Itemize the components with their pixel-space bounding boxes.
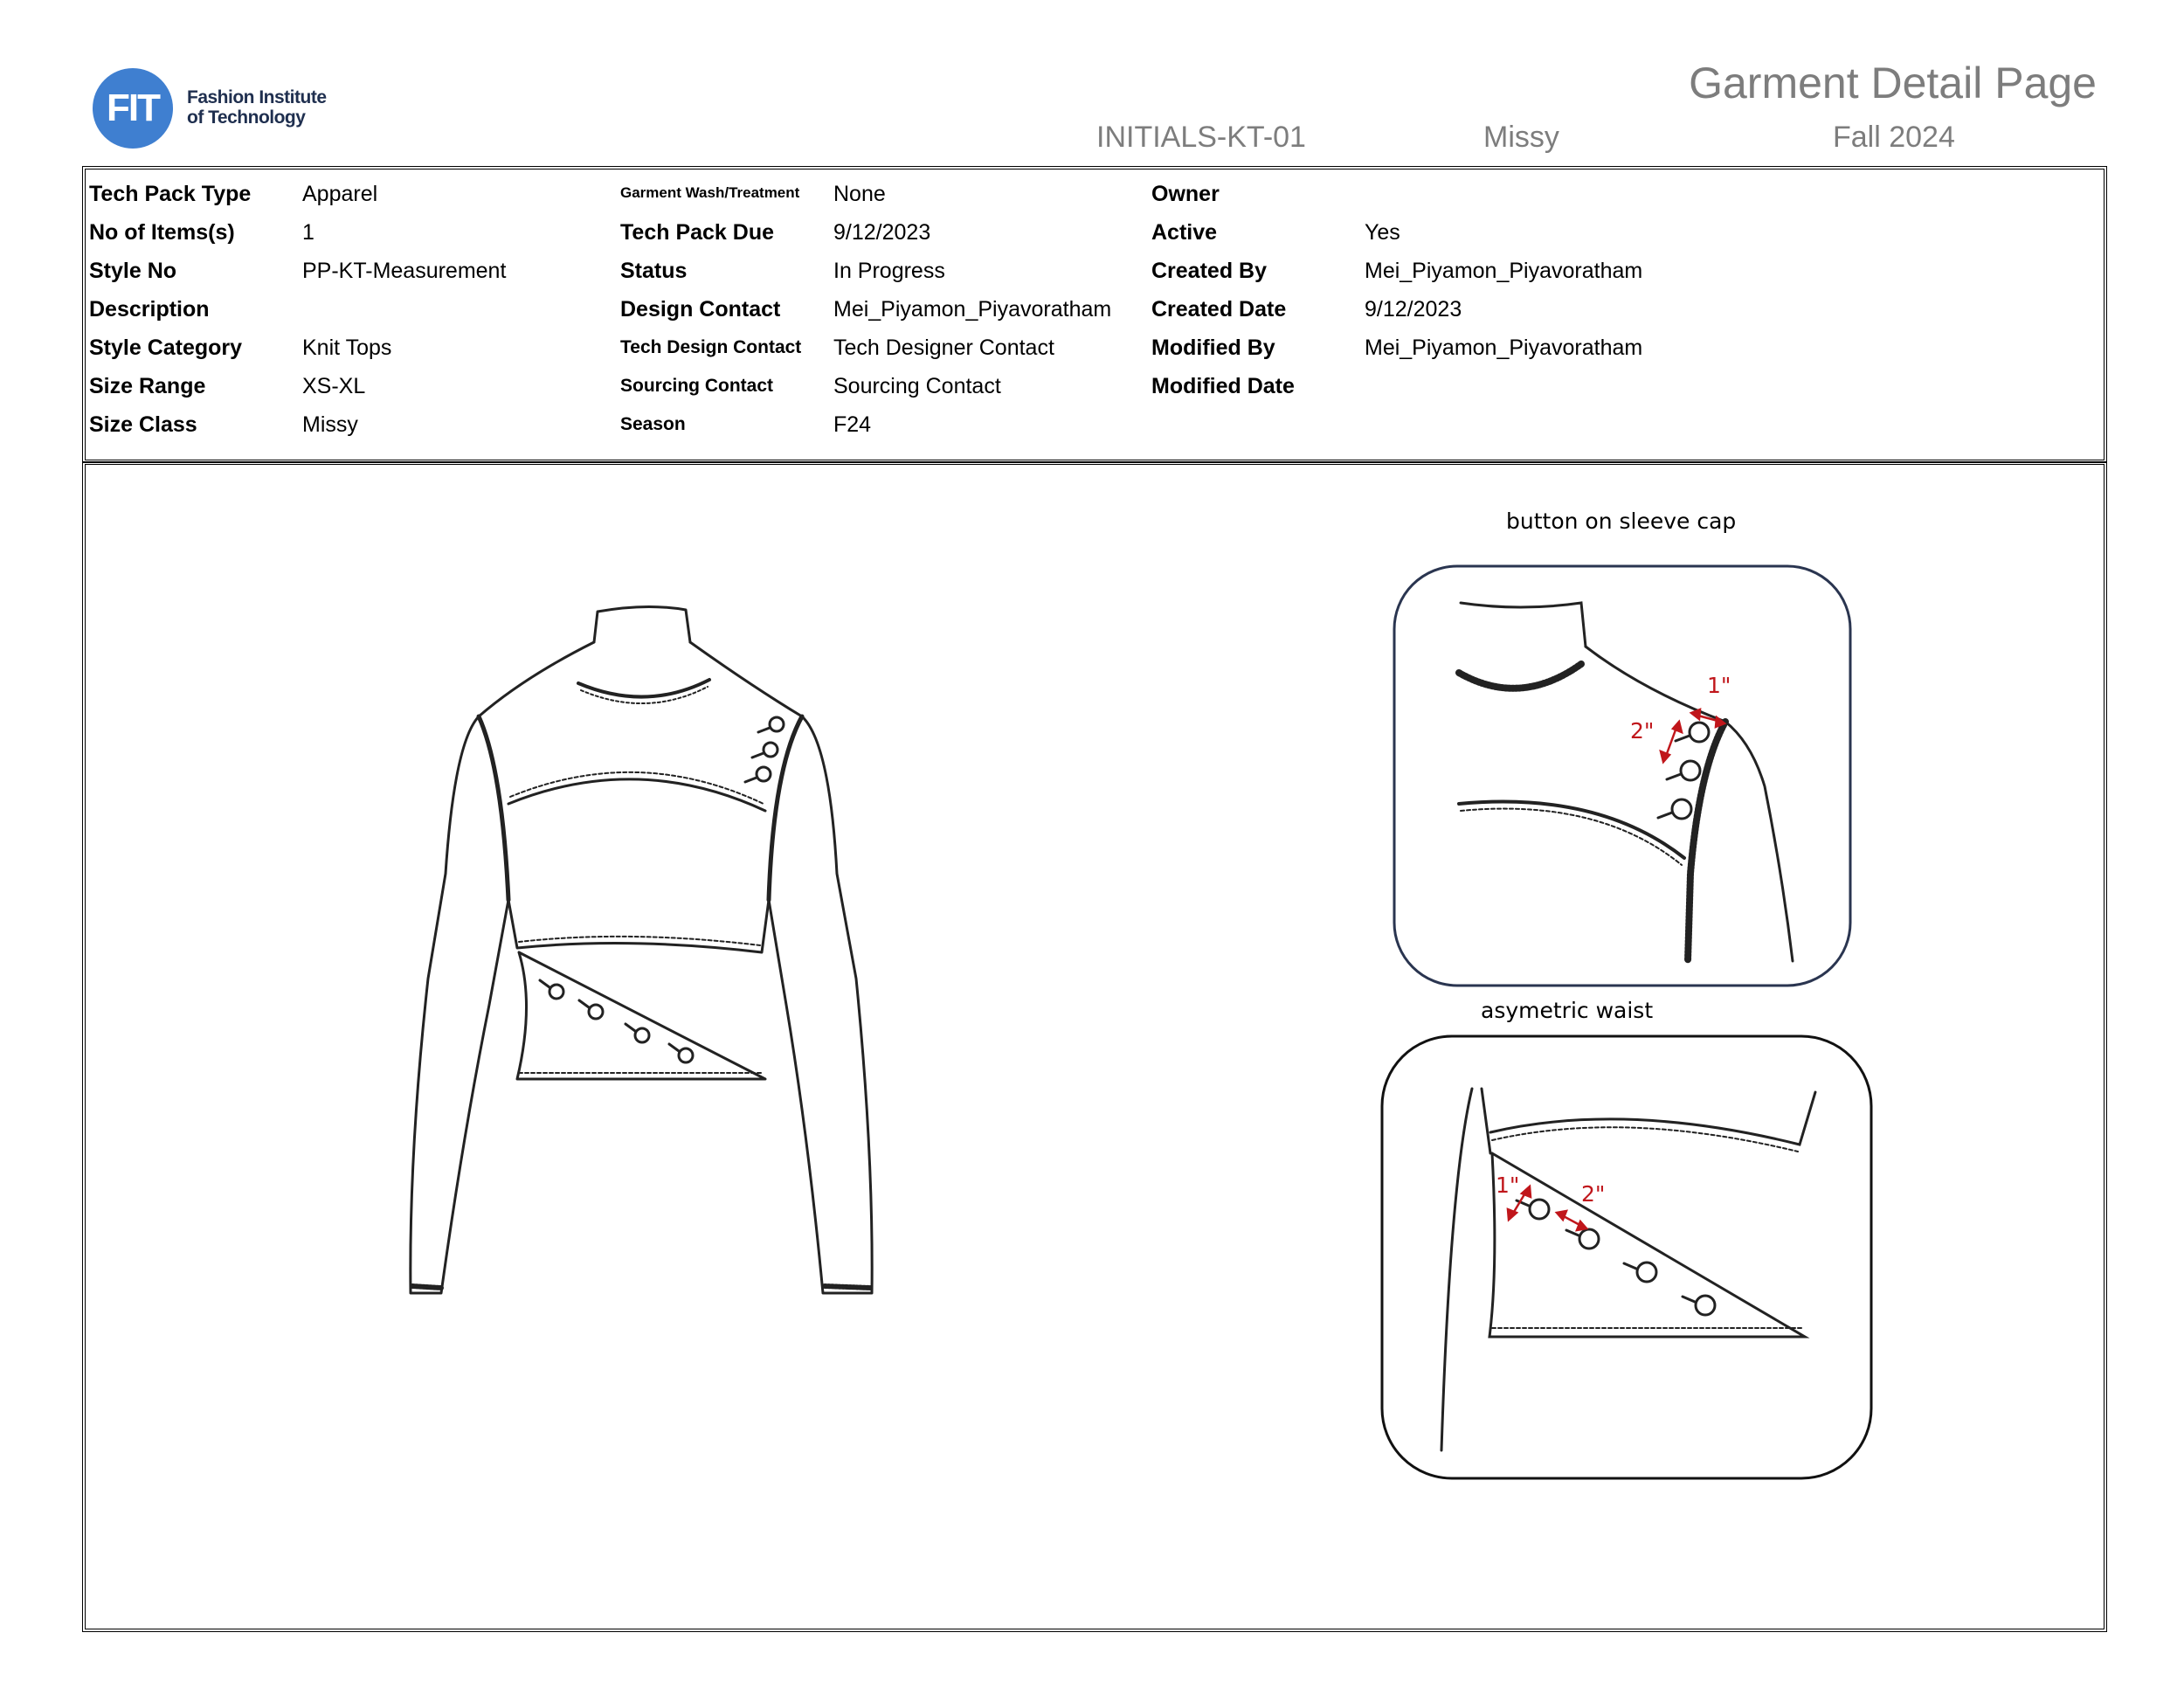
label-created-date: Created Date [1151,297,1287,322]
label-no-of-items: No of Items(s) [89,220,235,245]
logo-line-2: of Technology [187,107,306,128]
value-size-range: XS-XL [302,374,366,398]
value-tech-pack-type: Apparel [302,182,378,206]
value-no-of-items: 1 [302,220,314,245]
value-status: In Progress [833,259,945,283]
value-size-class: Missy [302,412,358,437]
sleeve-dim-2in: 2" [1630,718,1655,744]
label-design-contact: Design Contact [620,297,781,322]
value-created-date: 9/12/2023 [1365,297,1462,322]
label-garment-wash: Garment Wash/Treatment [620,184,800,201]
size-class-header: Missy [1483,121,1559,154]
label-modified-date: Modified Date [1151,374,1295,398]
label-style-category: Style Category [89,336,243,360]
value-garment-wash: None [833,182,886,206]
value-style-category: Knit Tops [302,336,392,360]
style-code: INITIALS-KT-01 [1096,121,1306,154]
value-modified-by: Mei_Piyamon_Piyavoratham [1365,336,1643,360]
label-status: Status [620,259,688,283]
value-tech-pack-due: 9/12/2023 [833,220,931,245]
label-active: Active [1151,220,1218,245]
sleeve-dim-1in: 1" [1707,673,1731,698]
waist-dim-2in: 2" [1581,1181,1606,1207]
page-title: Garment Detail Page [1689,59,2097,107]
logo-line-1: Fashion Institute [187,87,327,107]
value-active: Yes [1365,220,1400,245]
sleeve-cap-caption: button on sleeve cap [1506,508,1737,534]
label-sourcing-contact: Sourcing Contact [620,376,774,396]
value-style-no: PP-KT-Measurement [302,259,507,283]
value-design-contact: Mei_Piyamon_Piyavoratham [833,297,1112,322]
label-season: Season [620,414,686,434]
label-tech-pack-type: Tech Pack Type [89,182,252,206]
label-description: Description [89,297,210,322]
value-season: F24 [833,412,872,437]
value-tech-design-contact: Tech Designer Contact [833,336,1054,360]
label-modified-by: Modified By [1151,336,1275,360]
label-created-by: Created By [1151,259,1267,283]
label-size-class: Size Class [89,412,197,437]
value-sourcing-contact: Sourcing Contact [833,374,1001,398]
label-style-no: Style No [89,259,177,283]
label-tech-design-contact: Tech Design Contact [620,337,802,357]
fit-logo: FIT [93,68,173,149]
waist-dim-1in: 1" [1496,1173,1520,1198]
value-created-by: Mei_Piyamon_Piyavoratham [1365,259,1643,283]
label-owner: Owner [1151,182,1220,206]
label-tech-pack-due: Tech Pack Due [620,220,775,245]
label-size-range: Size Range [89,374,206,398]
season-header: Fall 2024 [1833,121,1955,154]
waist-caption: asymetric waist [1481,998,1654,1023]
